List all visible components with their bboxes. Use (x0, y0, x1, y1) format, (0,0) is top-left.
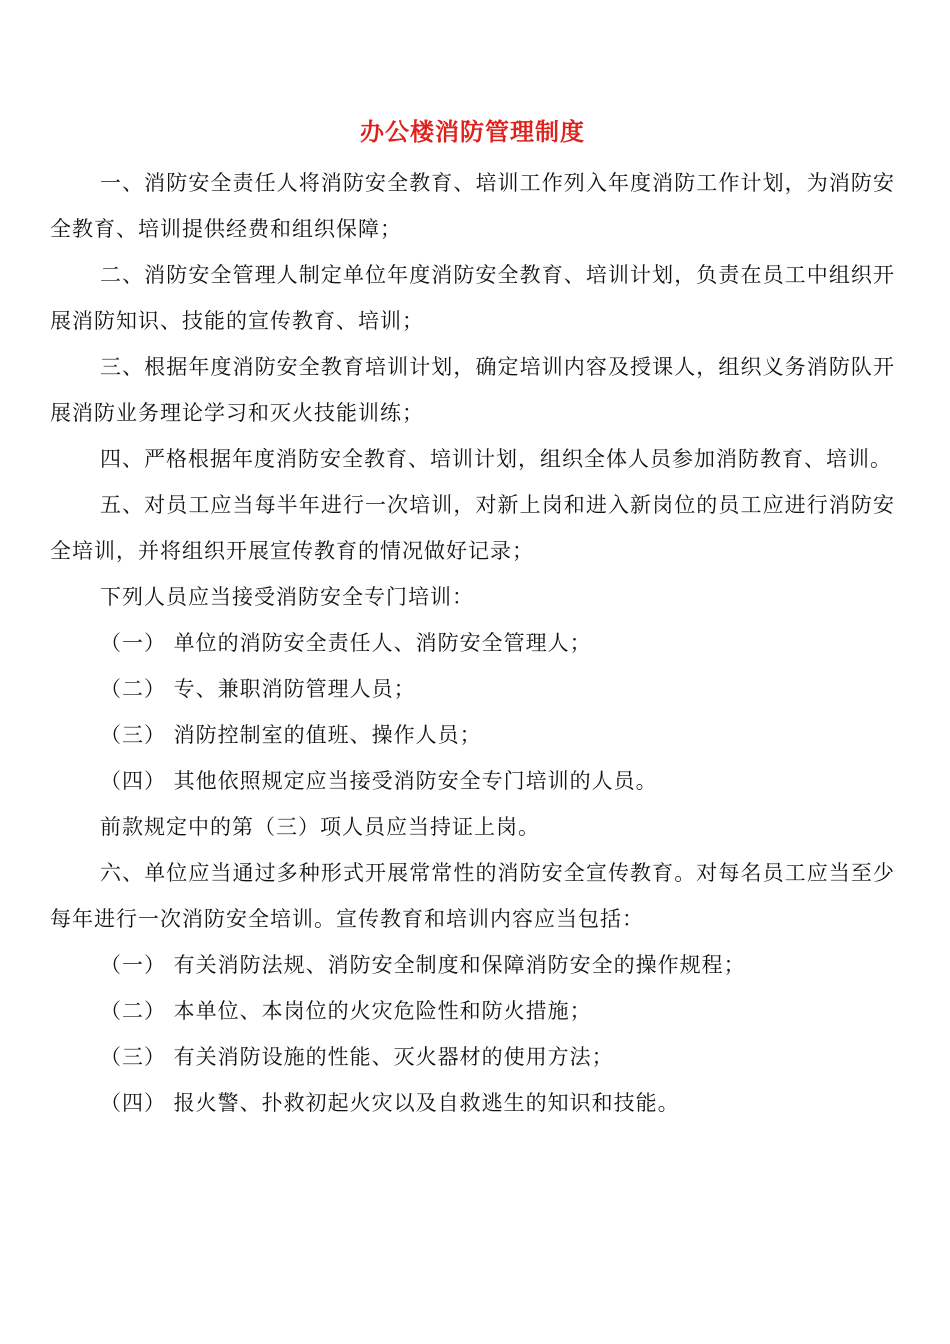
document-page (50, 112, 895, 1126)
paragraph-2: 二、消防安全管理人制定单位年度消防安全教育、培训计划，负责在员工中组织开展消防知识、技能的宣传教育、培训； (50, 263, 895, 333)
paragraph-4: 四、严格根据年度消防安全教育、培训计划，组织全体人员参加消防教育、培训。 (100, 447, 892, 471)
section6-item-4: （四） 报火警、扑救初起火灾以及自救逃生的知识和技能。 (100, 1091, 680, 1115)
special-training-note: 前款规定中的第（三）项人员应当持证上岗。 (100, 815, 540, 839)
special-training-intro: 下列人员应当接受消防安全专门培训： (100, 585, 474, 609)
special-training-item-1: （一） 单位的消防安全责任人、消防安全管理人； (100, 631, 592, 655)
special-training-item-4: （四） 其他依照规定应当接受消防安全专门培训的人员。 (100, 769, 658, 793)
special-training-item-3: （三） 消防控制室的值班、操作人员； (100, 723, 482, 747)
paragraph-6: 六、单位应当通过多种形式开展常常性的消防安全宣传教育。对每名员工应当至少每年进行一次消防安全培训。宣传教育和培训内容应当包括： (50, 861, 895, 931)
paragraph-1: 一、消防安全责任人将消防安全教育、培训工作列入年度消防工作计划，为消防安全教育、培训提供经费和组织保障； (50, 171, 895, 241)
document-title: 办公楼消防管理制度 (360, 117, 585, 146)
section6-item-1: （一） 有关消防法规、消防安全制度和保障消防安全的操作规程； (100, 953, 746, 977)
paragraph-5: 五、对员工应当每半年进行一次培训，对新上岗和进入新岗位的员工应进行消防安全培训，并将组织开展宣传教育的情况做好记录； (50, 493, 895, 563)
section6-item-2: （二） 本单位、本岗位的火灾危险性和防火措施； (100, 999, 592, 1023)
section6-item-3: （三） 有关消防设施的性能、灭火器材的使用方法； (100, 1045, 614, 1069)
paragraph-3: 三、根据年度消防安全教育培训计划，确定培训内容及授课人，组织义务消防队开展消防业务理论学习和灭火技能训练； (50, 355, 895, 425)
special-training-item-2: （二） 专、兼职消防管理人员； (100, 677, 416, 701)
